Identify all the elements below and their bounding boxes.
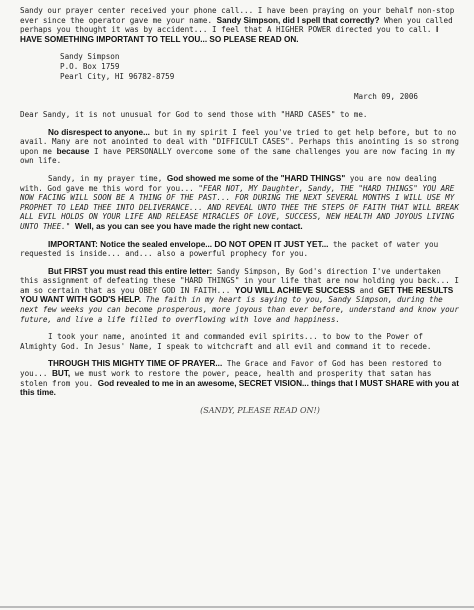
p5-text-1: Sandy Simpson, By God's direction I've undertaken this assignment of defeating these "HARD THINGS" in your life that are now holding you back... I am so certain that as you OBEY GOD IN FAITH... xyxy=(20,266,459,295)
p3-prophecy: "FEAR NOT, MY Daughter, Sandy, THE "HARD THINGS" YOU ARE NOW FACING WILL SOON BE A THING OF THE PAST... FOR DURING THE NEXT SEVERAL MONTHS I WILL USE MY PROPHET TO LEAD THEE INTO DELIVERANCE... AND REVEAL UNTO THEE THE STEPS OF FAITH THAT WILL BREAK ALL EVIL HOLDS ON YOUR LIFE AND RELEASE MIRACLES OF LOVE, SUCCESS, NEW HEALTH AND JOYOUS LIVING UNTO THEE." xyxy=(20,183,459,231)
paragraph-no-disrespect xyxy=(20,128,460,166)
paragraph-anointed xyxy=(20,332,460,351)
p3-text-1: Sandy, in my prayer time, xyxy=(48,173,163,183)
p2-text-1: but in my spirit I feel you've tried to get help before, but to no avail. Many are not anointed to deal with "DIFFICULT CASES". Perhaps this anointing is so strong upon me xyxy=(20,127,459,156)
intro-text-2: When you called perhaps you thought it was by accident... I feel that A HIGHER POWER directed you to call. xyxy=(20,15,453,35)
p6-text-1: I took your name, anointed it and commanded evil spirits... to bow to the Power of Almighty God. In Jesus' Name, I speak to witchcraft and all evil and command it to recede. xyxy=(20,332,432,351)
handwritten-note: (SANDY, PLEASE READ ON!) xyxy=(200,405,320,415)
greeting: Dear Sandy, it is not unusual for God to send those with "HARD CASES" to me. xyxy=(20,109,368,119)
p3-bold-2: Well, as you can see you have made the right new contact. xyxy=(74,221,303,231)
p5-bold-2: YOU WILL ACHIEVE SUCCESS xyxy=(234,285,355,295)
p5-italic-1: The faith in my heart is saying to you, Sandy Simpson, during the next few weeks you can become prosperous, more joyous than ever before, understand and know your future, and live a life filled to overflowing with love and happiness. xyxy=(20,295,459,324)
p5-text-2: and xyxy=(359,285,374,295)
p7-bold-1: THROUGH THIS MIGHTY TIME OF PRAYER... xyxy=(48,359,223,369)
p4-bold-1: IMPORTANT: Notice the sealed envelope... DO NOT OPEN IT JUST YET... xyxy=(48,239,329,249)
p2-bold-2: because xyxy=(56,146,90,156)
recipient-address xyxy=(60,52,460,82)
address-box: P.O. Box 1759 xyxy=(60,62,120,72)
p4-text-1: the packet of water you requested is inside... and... also a powerful prophecy for you. xyxy=(20,239,439,259)
paragraph-read-letter xyxy=(20,267,460,325)
scan-edge-divider xyxy=(0,606,474,608)
address-city: Pearl City, HI 96782-8759 xyxy=(60,72,175,82)
p2-bold-1: No disrespect to anyone... xyxy=(48,127,150,137)
paragraph-important xyxy=(20,240,460,259)
p2-text-2: I have PERSONALLY overcome some of the same challenges you are now facing in my own life. xyxy=(20,146,456,166)
p7-text-2: we must work to restore the power, peace, health and prosperity that satan has stolen from you. xyxy=(20,369,432,388)
p7-bold-2: BUT, xyxy=(52,369,71,379)
intro-text-1: Sandy our prayer center received your phone call... I have been praying on your behalf non-stop ever since the operator gave me your name. xyxy=(20,6,455,25)
intro-bold-1: Sandy Simpson, did I spell that correctly? xyxy=(216,15,380,25)
paragraph-mighty-prayer xyxy=(20,359,460,397)
p5-bold-1: But FIRST you must read this entire letter: xyxy=(48,266,213,276)
intro-bold-2: I HAVE SOMETHING IMPORTANT TO TELL YOU... SO PLEASE READ ON. xyxy=(20,25,439,44)
p5-bold-3: GET THE RESULTS YOU WANT WITH GOD'S HELP. xyxy=(20,285,454,305)
p3-bold-1: God showed me some of the "HARD THINGS" xyxy=(166,173,346,183)
intro-paragraph xyxy=(20,6,460,44)
p7-bold-3: God revealed to me in an awesome, SECRET VISION... things that I MUST SHARE with you at this time. xyxy=(20,378,459,398)
p3-text-2: you are now dealing with. God gave me this word for you... xyxy=(20,173,437,193)
address-name: Sandy Simpson xyxy=(60,52,120,62)
p7-text-1: The Grace and Favor of God has been restored to you... xyxy=(20,359,442,379)
paragraph-prayer-time xyxy=(20,174,460,232)
letter-date: March 09, 2006 xyxy=(353,92,418,102)
